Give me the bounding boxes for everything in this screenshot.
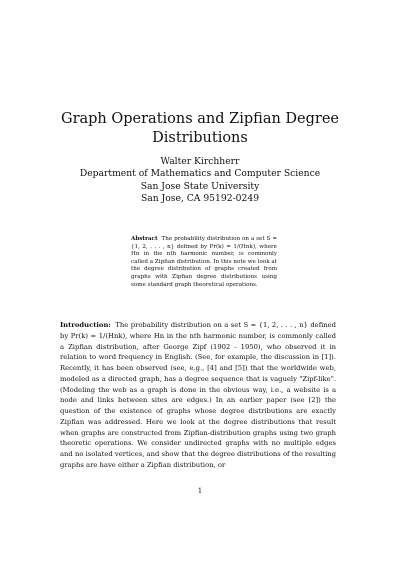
affiliation-department: Department of Mathematics and Computer Science bbox=[79, 168, 321, 180]
affiliation-address: San Jose, CA 95192-0249 bbox=[140, 193, 260, 205]
title-line-1: Graph Operations and Zipfian Degree bbox=[60, 111, 339, 127]
author-name: Walter Kirchherr bbox=[160, 156, 240, 167]
abstract-label: Abstract bbox=[131, 236, 158, 242]
introduction-label: Introduction: bbox=[60, 321, 111, 329]
introduction-paragraph bbox=[60, 320, 336, 471]
introduction-text: The probability distribution on a set S = {1, 2, . . . , n} defined by Pr(k) = 1/(Hnk), where Hn in the nth harmonic number, is commonly called a Zipfian distribution, after George Zipf (1902 - 1950), who observed it in relation to word frequency in English. (See, for example, the discussion in [1]). Recently, it has been observed (see, e.g., [4] and [5]) that the worldwide web, modeled as a directed graph, has a degree sequence that is vaguely "Zipf-like". (Modeling the web as a graph is done in the obvious way, i.e., a website is a node and links between sites are edges.) In an earlier paper (see [2]) the question of the existence of graphs whose degree distributions are exactly Zipfian was addressed. Here we look at the degree distributions that result when graphs are constructed from Zipfian-distribution graphs using two graph theoretic operations. We consider undirected graphs with no multiple edges and no isolated vertices, and show that the degree distributions of the resulting graphs are have either a Zipfian distribution, or bbox=[60, 321, 336, 469]
page-number: 1 bbox=[197, 487, 203, 495]
affiliation-university: San Jose State University bbox=[140, 180, 260, 192]
paper-title bbox=[60, 110, 340, 148]
title-line-2: Distributions bbox=[152, 130, 248, 146]
abstract bbox=[131, 236, 277, 289]
author-block bbox=[60, 156, 340, 206]
abstract-text: The probability distribution on a set S = {1, 2, . . . , n} defined by Pr(k) = 1/(Hnk), where Hn in the nth harmonic number, is commonly called a Zipfian distribution. In this note we look at the degree distribution of graphs created from graphs with Zipfian degree distributions using some standard graph theoretical operations. bbox=[131, 236, 278, 288]
